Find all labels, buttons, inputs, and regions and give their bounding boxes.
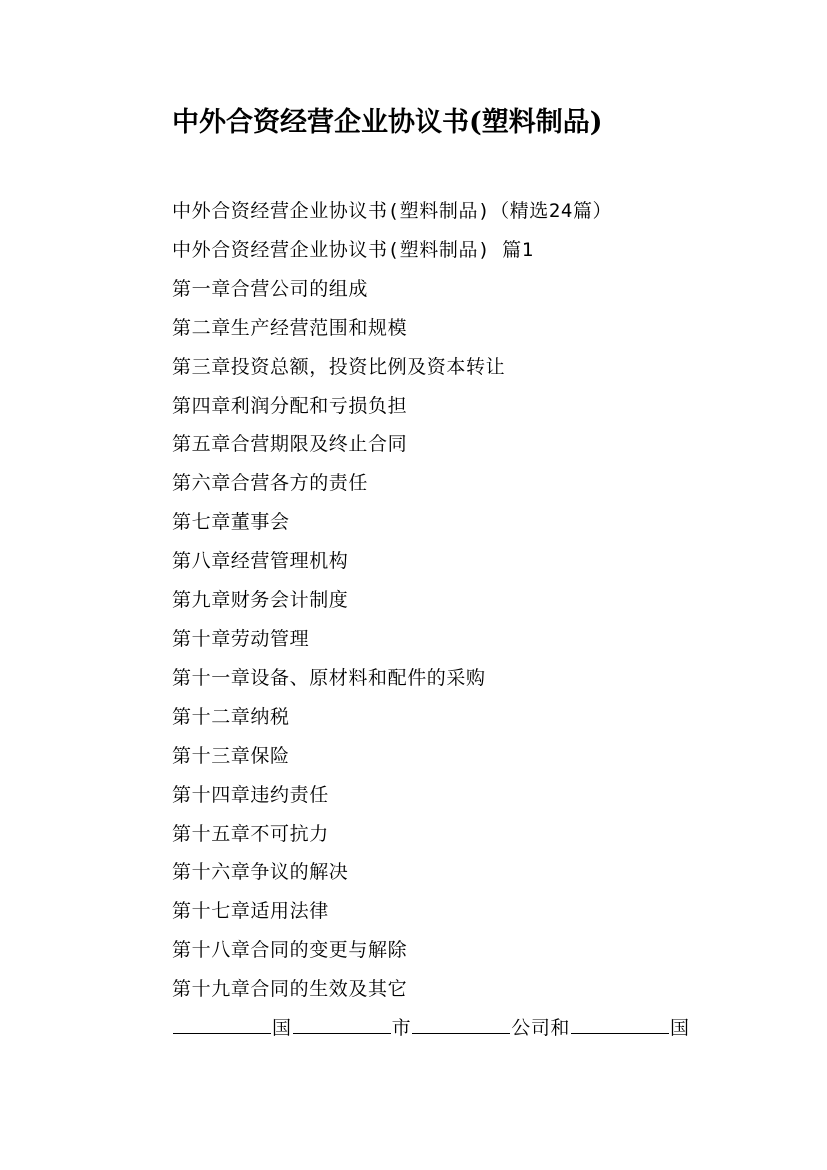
chapter-3: 第三章投资总额，投资比例及资本转让 bbox=[172, 355, 506, 378]
chapter-4: 第四章利润分配和亏损负担 bbox=[172, 394, 408, 417]
section-heading: 中外合资经营企业协议书(塑料制品) 篇1 bbox=[172, 238, 534, 261]
country-label-1: 国 bbox=[272, 1017, 292, 1040]
chapter-12: 第十二章纳税 bbox=[172, 705, 290, 728]
document-title: 中外合资经营企业协议书(塑料制品) bbox=[172, 107, 603, 138]
chapter-1: 第一章合营公司的组成 bbox=[172, 277, 369, 300]
blank-field-4 bbox=[571, 1013, 669, 1034]
chapter-11: 第十一章设备、原材料和配件的采购 bbox=[172, 666, 486, 689]
chapter-18: 第十八章合同的变更与解除 bbox=[172, 939, 408, 962]
chapter-10: 第十章劳动管理 bbox=[172, 627, 310, 650]
chapter-9: 第九章财务会计制度 bbox=[172, 589, 349, 612]
company-label: 公司和 bbox=[511, 1017, 571, 1040]
chapter-6: 第六章合营各方的责任 bbox=[172, 472, 369, 495]
chapter-8: 第八章经营管理机构 bbox=[172, 550, 349, 573]
party-fill-line bbox=[172, 1009, 732, 1048]
city-label: 市 bbox=[391, 1017, 412, 1040]
chapter-7: 第七章董事会 bbox=[172, 511, 290, 534]
chapter-19: 第十九章合同的生效及其它 bbox=[172, 978, 408, 1001]
chapter-13: 第十三章保险 bbox=[172, 744, 290, 767]
country-label-2: 国 bbox=[670, 1017, 690, 1040]
chapter-2: 第二章生产经营范围和规模 bbox=[172, 316, 408, 339]
chapter-14: 第十四章违约责任 bbox=[172, 783, 329, 806]
blank-field-2 bbox=[293, 1013, 391, 1034]
blank-field-1 bbox=[173, 1013, 271, 1034]
chapter-17: 第十七章适用法律 bbox=[172, 900, 329, 923]
document-subtitle: 中外合资经营企业协议书(塑料制品)（精选24篇） bbox=[172, 200, 613, 222]
chapter-15: 第十五章不可抗力 bbox=[172, 822, 329, 845]
chapter-5: 第五章合营期限及终止合同 bbox=[172, 433, 408, 456]
blank-field-3 bbox=[412, 1013, 510, 1034]
document-body bbox=[172, 192, 732, 1048]
chapter-16: 第十六章争议的解决 bbox=[172, 861, 349, 884]
